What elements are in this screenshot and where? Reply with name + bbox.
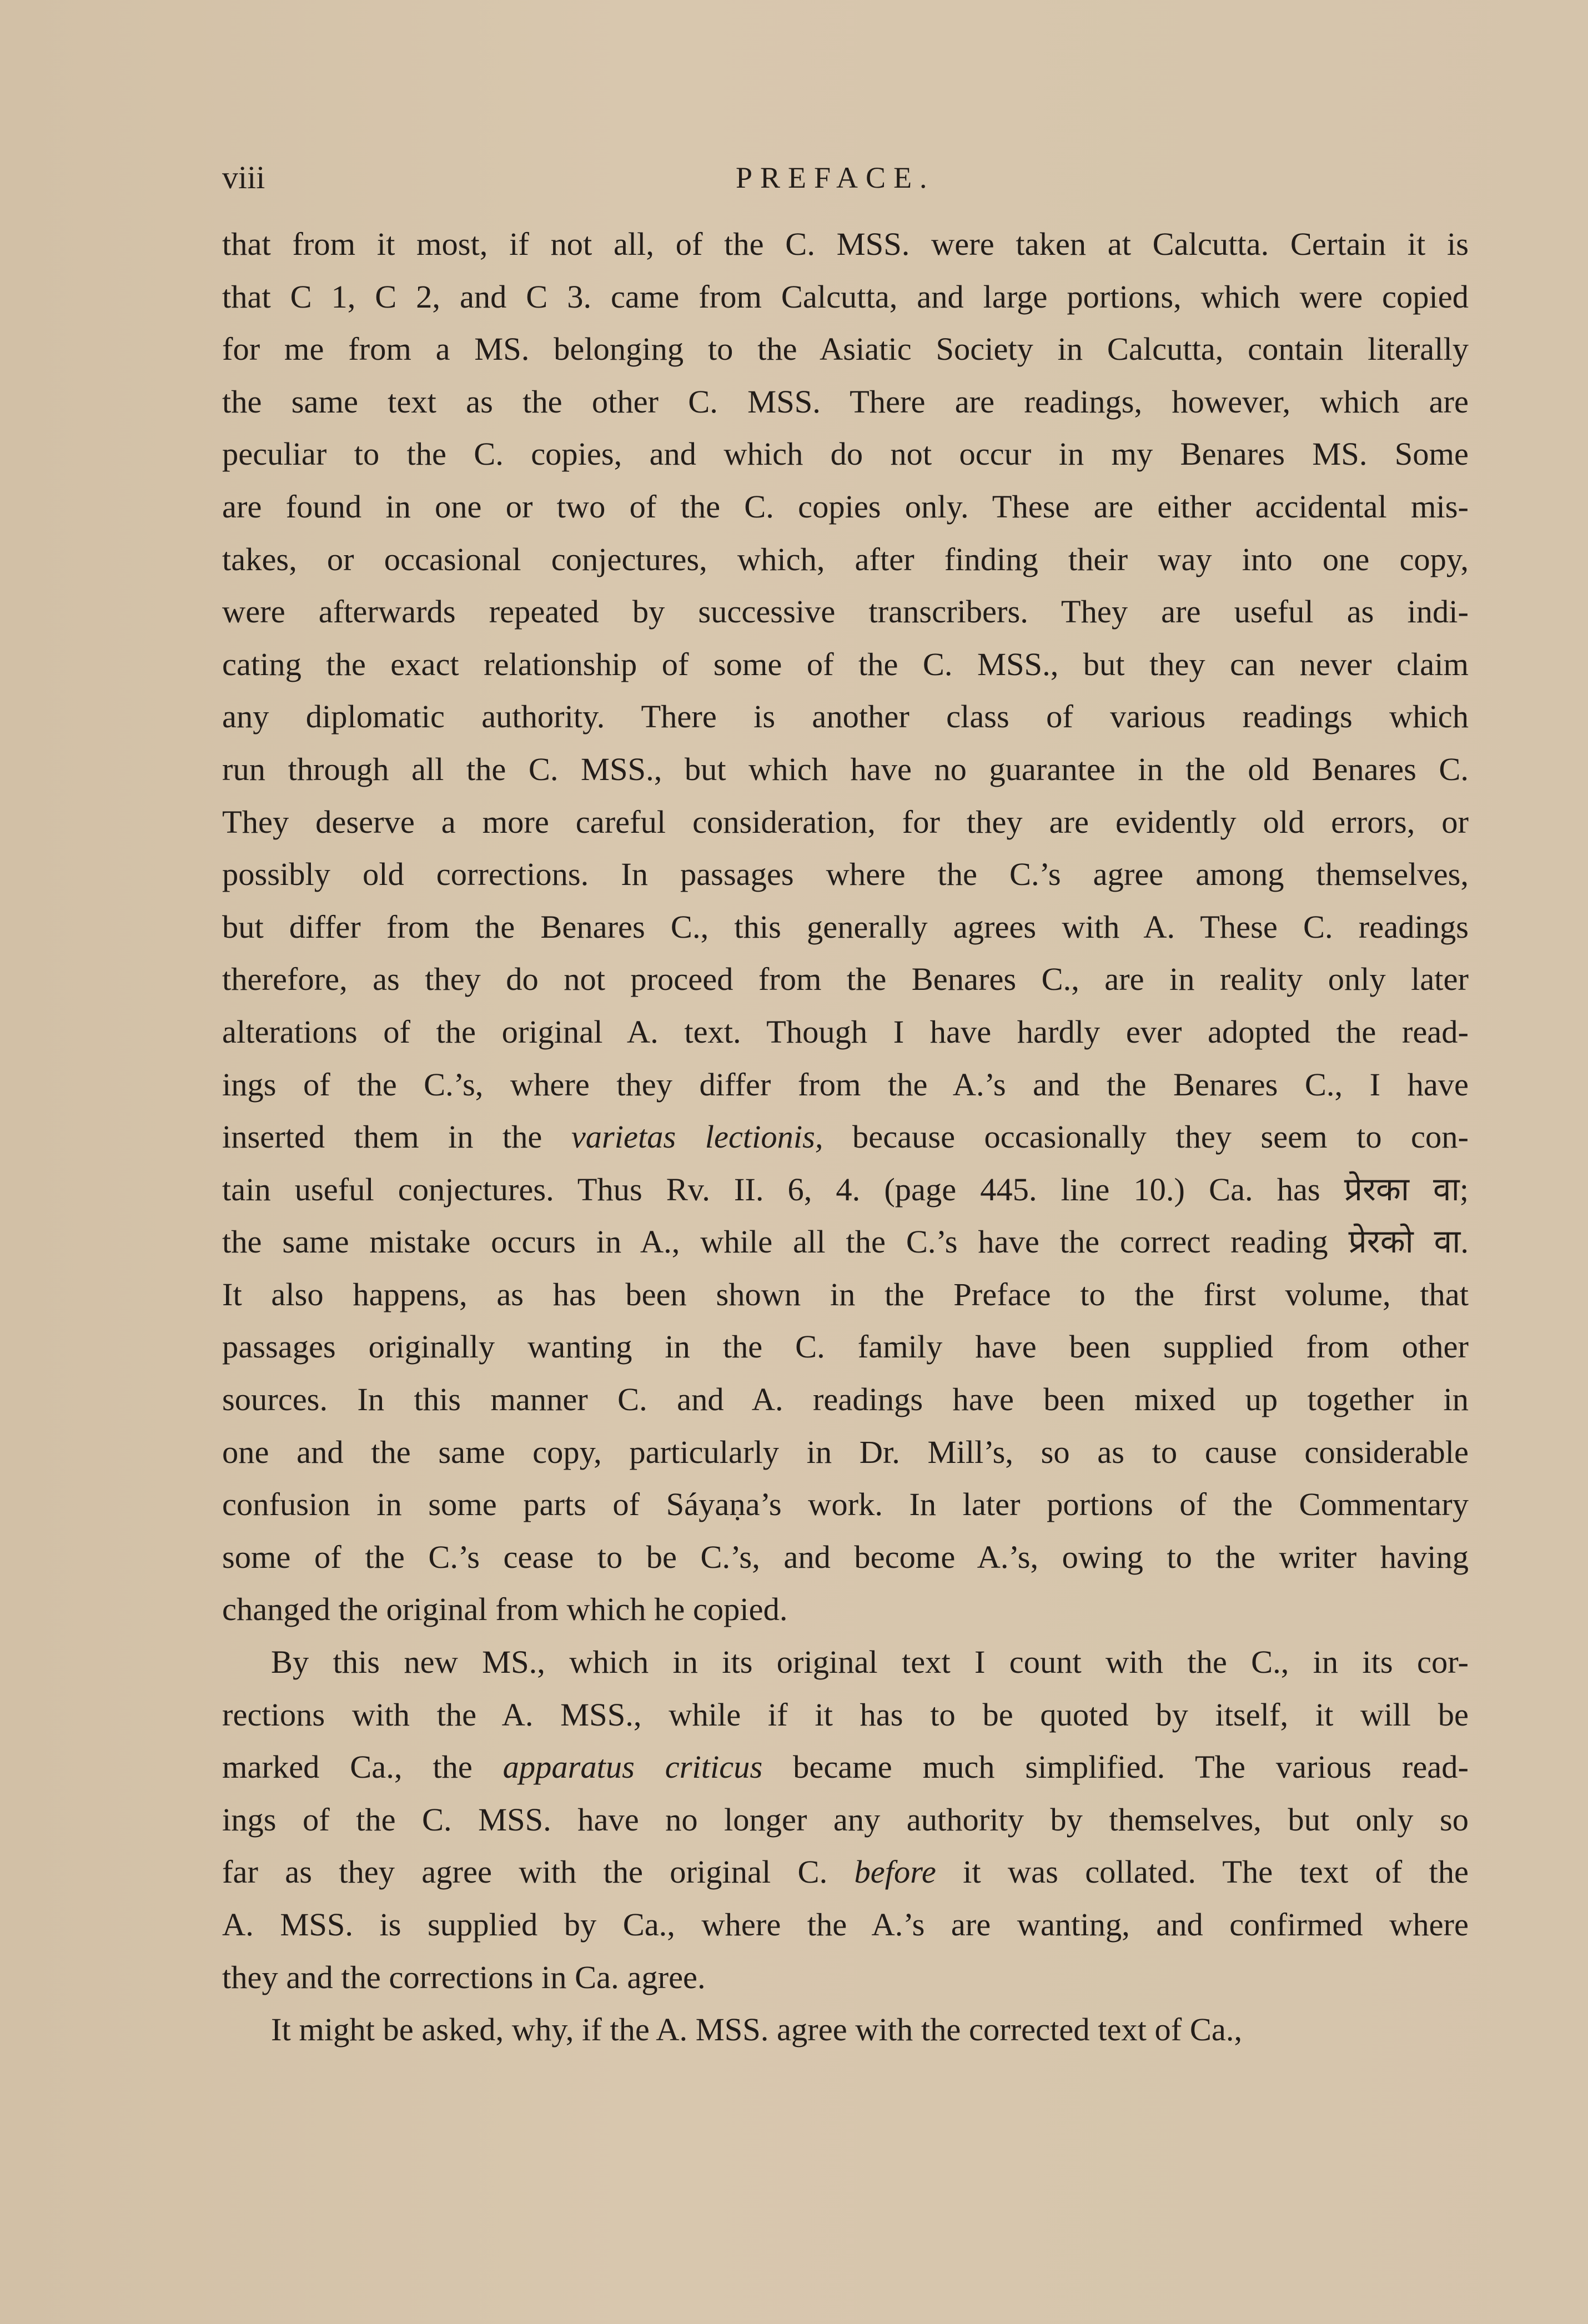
text-line <box>222 1636 1469 1689</box>
text-segment: any diplomatic authority. There is another class of various readings which <box>222 698 1469 735</box>
text-line <box>222 1951 1469 2004</box>
text-line <box>222 1531 1469 1584</box>
text-line <box>222 2004 1469 2056</box>
running-head-title: PREFACE. <box>736 161 935 194</box>
text-segment: sources. In this manner C. and A. readings have been mixed up together in <box>222 1381 1469 1418</box>
text-segment: became much simplified. The various read- <box>762 1749 1469 1785</box>
text-segment: far as they agree with the original C. <box>222 1854 855 1890</box>
text-segment: some of the C.’s cease to be C.’s, and become A.’s, owing to the writer having <box>222 1538 1469 1575</box>
text-line <box>222 1006 1469 1059</box>
text-line <box>222 1374 1469 1426</box>
text-line <box>222 691 1469 743</box>
text-segment: rections with the A. MSS., while if it has to be quoted by itself, it will be <box>222 1696 1469 1733</box>
body-text <box>222 218 1469 2056</box>
text-segment: ings of the C. MSS. have no longer any authority by themselves, but only so <box>222 1801 1469 1838</box>
text-segment: that from it most, if not all, of the C. MSS. were taken at Calcutta. Certain it is <box>222 226 1469 262</box>
text-segment: the same text as the other C. MSS. There are readings, however, which are <box>222 383 1469 420</box>
text-segment: changed the original from which he copied. <box>222 1591 788 1628</box>
paragraph <box>222 2004 1469 2056</box>
italic-text: apparatus criticus <box>502 1749 763 1785</box>
text-line <box>222 1059 1469 1111</box>
text-line <box>222 1478 1469 1531</box>
text-segment: It also happens, as has been shown in the Preface to the first volume, that <box>222 1276 1469 1312</box>
text-line <box>222 376 1469 429</box>
text-segment: inserted them in the <box>222 1119 571 1155</box>
text-segment: the same mistake occurs in A., while all the C.’s have the correct reading प्रेरको वा. <box>222 1224 1469 1260</box>
text-segment: alterations of the original A. text. Though I have hardly ever adopted the read- <box>222 1013 1469 1050</box>
text-line <box>222 953 1469 1006</box>
text-line <box>222 1164 1469 1216</box>
text-segment: they and the corrections in Ca. agree. <box>222 1959 706 1995</box>
text-line <box>222 586 1469 638</box>
italic-text: before <box>854 1854 936 1890</box>
text-segment: it was collated. The text of the <box>936 1854 1469 1890</box>
text-segment: They deserve a more careful consideration, for they are evidently old errors, or <box>222 803 1469 840</box>
text-line <box>222 218 1469 271</box>
text-line <box>222 638 1469 691</box>
text-line <box>222 428 1469 481</box>
text-line <box>222 1689 1469 1742</box>
text-segment: marked Ca., the <box>222 1749 503 1785</box>
paragraph <box>222 218 1469 1636</box>
text-line <box>222 848 1469 901</box>
text-line <box>222 1269 1469 1321</box>
italic-text: varietas lectionis, <box>571 1119 823 1155</box>
text-segment: tain useful conjectures. Thus Rv. II. 6, 4. (page 445. line 10.) Ca. has प्रेरका वा; <box>222 1171 1469 1208</box>
text-line <box>222 1846 1469 1899</box>
text-line <box>222 743 1469 796</box>
text-segment: one and the same copy, particularly in Dr. Mill’s, so as to cause considerable <box>222 1433 1469 1470</box>
text-segment: It might be asked, why, if the A. MSS. agree with the corrected text of Ca., <box>271 2011 1243 2048</box>
text-segment: for me from a MS. belonging to the Asiatic Society in Calcutta, contain literally <box>222 331 1469 368</box>
text-line <box>222 481 1469 534</box>
text-segment: passages originally wanting in the C. family have been supplied from other <box>222 1329 1469 1365</box>
text-segment: cating the exact relationship of some of the C. MSS., but they can never claim <box>222 646 1469 682</box>
text-segment: peculiar to the C. copies, and which do not occur in my Benares MS. Some <box>222 436 1469 472</box>
text-line <box>222 534 1469 586</box>
page-number: viii <box>222 159 265 195</box>
text-segment: By this new MS., which in its original text I count with the C., in its cor- <box>271 1644 1469 1681</box>
text-segment: that C 1, C 2, and C 3. came from Calcutta, and large portions, which were copied <box>222 278 1469 315</box>
text-segment: possibly old corrections. In passages where the C.’s agree among themselves, <box>222 856 1469 893</box>
paragraph <box>222 1636 1469 2004</box>
text-segment: but differ from the Benares C., this generally agrees with A. These C. readings <box>222 908 1469 945</box>
text-line <box>222 1794 1469 1847</box>
text-segment: therefore, as they do not proceed from the Benares C., are in reality only later <box>222 961 1469 998</box>
text-line <box>222 1583 1469 1636</box>
text-segment: run through all the C. MSS., but which have no guarantee in the old Benares C. <box>222 751 1469 787</box>
text-segment: because occasionally they seem to con- <box>823 1119 1469 1155</box>
text-segment: are found in one or two of the C. copies only. These are either accidental mis- <box>222 488 1469 525</box>
text-segment: confusion in some parts of Sáyaṇa’s work. In later portions of the Commentary <box>222 1486 1469 1523</box>
text-segment: ings of the C.’s, where they differ from the A.’s and the Benares C., I have <box>222 1066 1469 1103</box>
text-line <box>222 1216 1469 1269</box>
text-segment: A. MSS. is supplied by Ca., where the A.’s are wanting, and confirmed where <box>222 1907 1469 1943</box>
text-segment: were afterwards repeated by successive transcribers. They are useful as indi- <box>222 593 1469 630</box>
text-line <box>222 323 1469 376</box>
text-line <box>222 901 1469 954</box>
text-line <box>222 1321 1469 1374</box>
text-line <box>222 271 1469 324</box>
text-line <box>222 1741 1469 1794</box>
text-segment: takes, or occasional conjectures, which, after finding their way into one copy, <box>222 541 1469 577</box>
text-line <box>222 796 1469 849</box>
text-line <box>222 1899 1469 1951</box>
text-line <box>222 1426 1469 1479</box>
text-line <box>222 1111 1469 1164</box>
